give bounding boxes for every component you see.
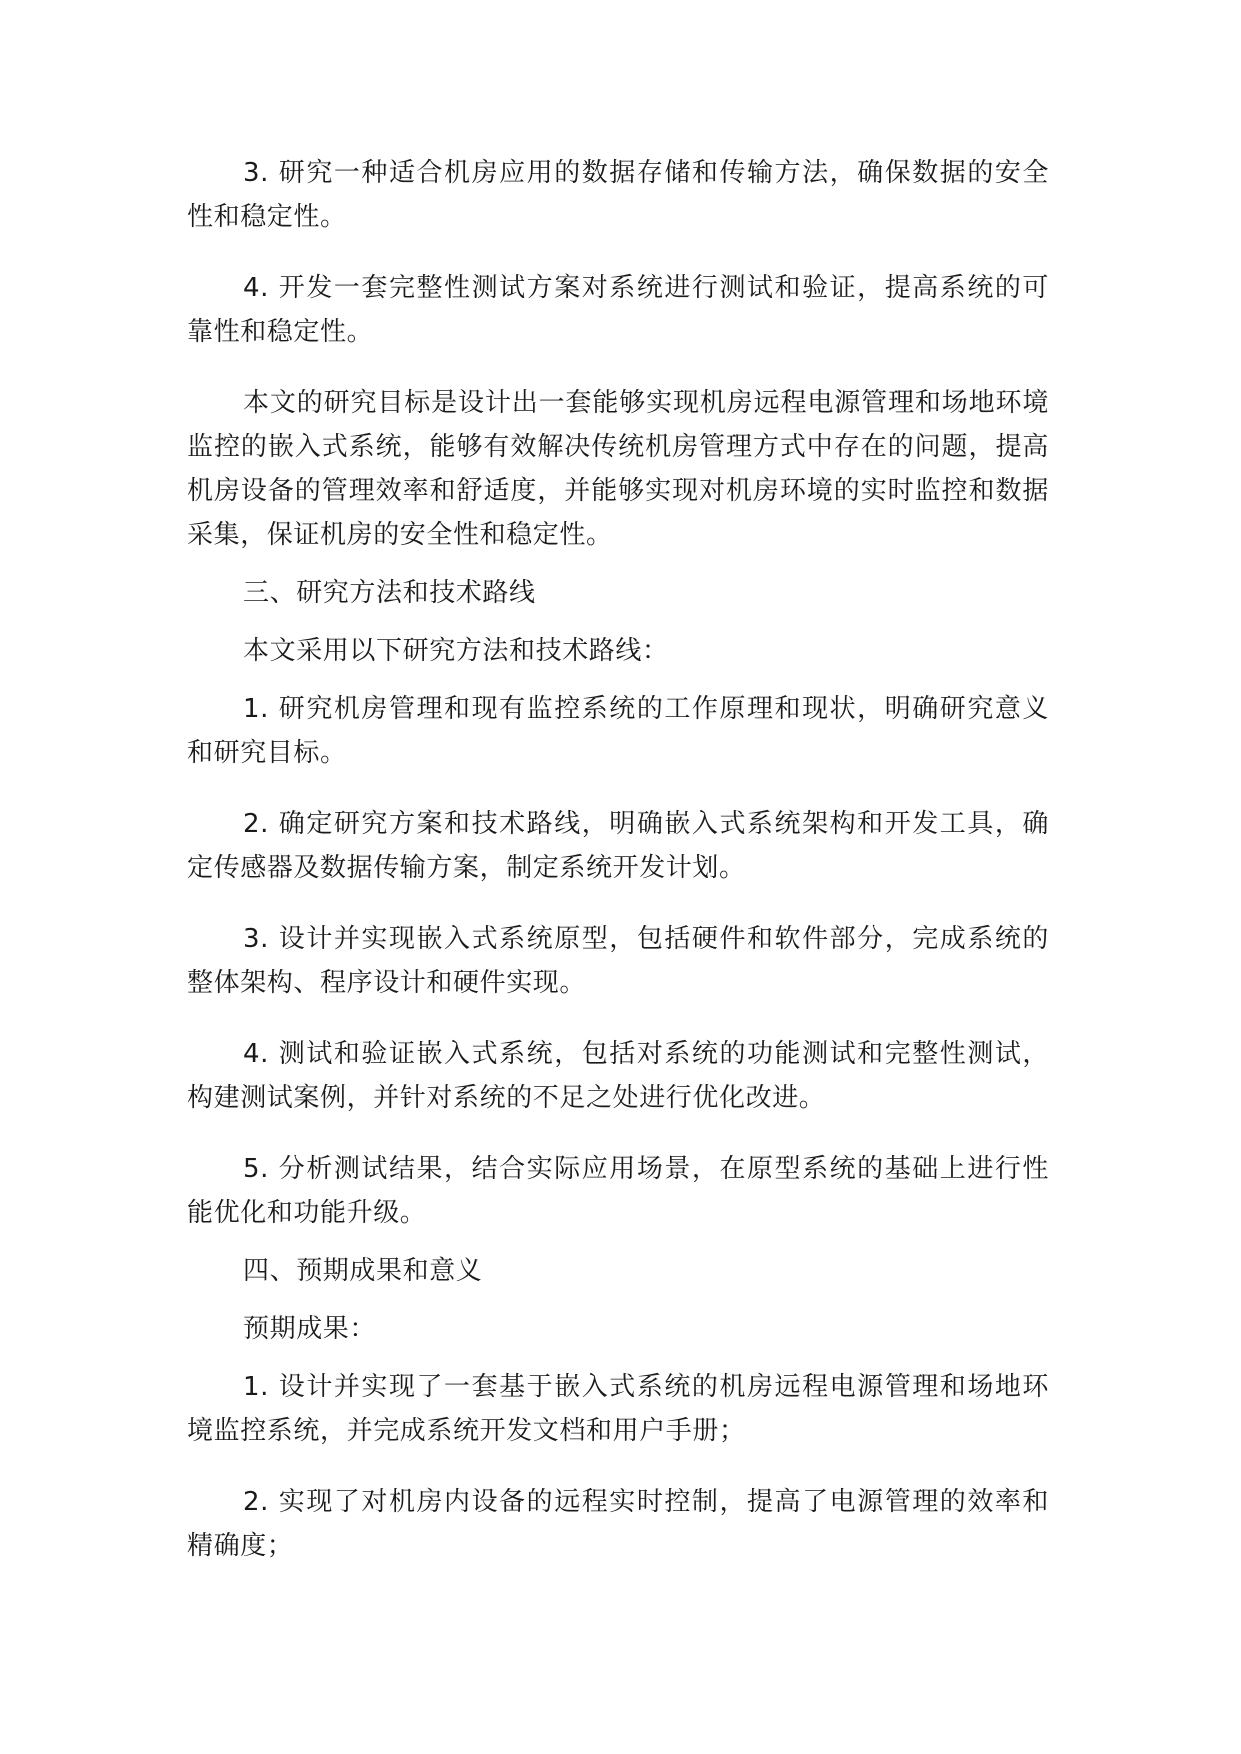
paragraph-method-5: 5. 分析测试结果，结合实际应用场景，在原型系统的基础上进行性能优化和功能升级。 <box>187 1154 1049 1228</box>
paragraph-method-3: 3. 设计并实现嵌入式系统原型，包括硬件和软件部分，完成系统的整体架构、程序设计和硬件实现。 <box>187 924 1049 998</box>
paragraph-outcome-1: 1. 设计并实现了一套基于嵌入式系统的机房远程电源管理和场地环境监控系统，并完成系统开发文档和用户手册； <box>187 1372 1049 1446</box>
section-heading-methods: 三、研究方法和技术路线 <box>243 578 536 608</box>
document-page <box>187 151 1049 1568</box>
paragraph-method-4: 4. 测试和验证嵌入式系统，包括对系统的功能测试和完整性测试，构建测试案例，并针对系统的不足之处进行优化改进。 <box>187 1039 1049 1113</box>
paragraph-method-1: 1. 研究机房管理和现有监控系统的工作原理和现状，明确研究意义和研究目标。 <box>187 694 1049 768</box>
paragraph-outcomes-intro: 预期成果： <box>243 1314 377 1344</box>
paragraph-method-2: 2. 确定研究方案和技术路线，明确嵌入式系统架构和开发工具，确定传感器及数据传输方案，制定系统开发计划。 <box>187 809 1049 883</box>
paragraph-research-goal: 本文的研究目标是设计出一套能够实现机房远程电源管理和场地环境监控的嵌入式系统，能够有效解决传统机房管理方式中存在的问题，提高机房设备的管理效率和舒适度，并能够实现对机房环境的实时监控和数据采集，保证机房的安全性和稳定性。 <box>187 388 1049 550</box>
paragraph-research-item-3: 3. 研究一种适合机房应用的数据存储和传输方法，确保数据的安全性和稳定性。 <box>187 158 1049 232</box>
section-heading-outcomes: 四、预期成果和意义 <box>243 1256 483 1286</box>
paragraph-research-item-4: 4. 开发一套完整性测试方案对系统进行测试和验证，提高系统的可靠性和稳定性。 <box>187 273 1049 347</box>
paragraph-outcome-2: 2. 实现了对机房内设备的远程实时控制，提高了电源管理的效率和精确度； <box>187 1487 1049 1561</box>
paragraph-methods-intro: 本文采用以下研究方法和技术路线： <box>243 636 669 666</box>
